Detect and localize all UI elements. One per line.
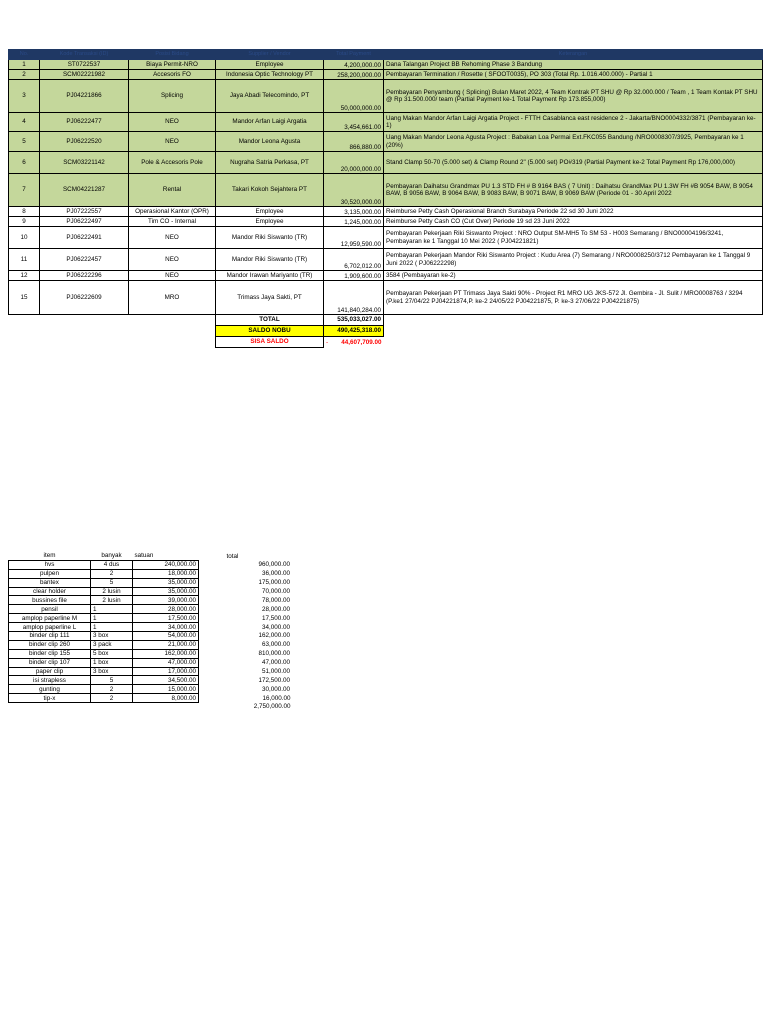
sisa-saldo-label: SISA SALDO xyxy=(216,337,324,348)
row-amount: 258,200,000.00 xyxy=(324,70,384,80)
item-name: binder clip 111 xyxy=(9,632,91,641)
row-no: 6 xyxy=(9,152,40,174)
row-description: Pembayaran Pekerjaan Mandor Riki Siswanto Project : Kudu Area (7) Semarang / NRO0008250/3712 Pembayaran ke 1 Tanggal 9 Juni 2022 ( PJ06222298) xyxy=(384,249,763,271)
row-vendor: Mandor Riki Siswanto (TR) xyxy=(216,249,324,271)
row-vendor: Takari Kokoh Sejahtera PT xyxy=(216,174,324,207)
item-qty: 4 dus xyxy=(91,560,133,569)
row-code: SCM03221142 xyxy=(40,152,129,174)
sisa-saldo-row xyxy=(9,337,763,348)
row-no: 4 xyxy=(9,113,40,132)
list-item xyxy=(9,632,299,641)
row-category: Tim CO - Internal xyxy=(129,217,216,227)
row-vendor: Employee xyxy=(216,217,324,227)
item-name: gunting xyxy=(9,685,91,694)
item-name: tip-x xyxy=(9,694,91,703)
item-name: amplop paperline M xyxy=(9,614,91,623)
item-total: 175,000.00 xyxy=(258,579,290,587)
row-description: 3584 (Pembayaran ke-2) xyxy=(384,271,763,281)
row-category: NEO xyxy=(129,227,216,249)
item-total: 172,500.00 xyxy=(258,676,290,684)
item-unit-price: 18,000.00 xyxy=(133,569,199,578)
row-vendor: Employee xyxy=(216,207,324,217)
row-code: PJ06222497 xyxy=(40,217,129,227)
list-item xyxy=(9,676,299,685)
row-description: Pembayaran Pekerjaan PT Trimass Jaya Sakti 90% - Project R1 MRO UG JKS-572 Jl. Gembira - Jl. Sulit / MRO0008763 / 3294 (P.ke1 27/04/22 PJ04221874,P. ke-2 24/05/22 PJ04221875, P. ke-3 27/06/22 PJ04221875) xyxy=(384,281,763,315)
row-vendor: Employee xyxy=(216,60,324,70)
saldo-row xyxy=(9,326,763,337)
item-qty: 5 box xyxy=(91,649,133,658)
table-row xyxy=(9,217,763,227)
item-name: binder clip 260 xyxy=(9,640,91,649)
row-description: Reimburse Petty Cash CO (Cut Over) Periode 19 sd 23 Juni 2022 xyxy=(384,217,763,227)
row-code: PJ06222296 xyxy=(40,271,129,281)
item-unit-price: 28,000.00 xyxy=(133,605,199,614)
table-row xyxy=(9,132,763,152)
row-vendor: Mandor Irawan Mariyanto (TR) xyxy=(216,271,324,281)
table-row xyxy=(9,152,763,174)
item-name: pulpen xyxy=(9,569,91,578)
row-category: Splicing xyxy=(129,80,216,113)
item-qty: 3 box xyxy=(91,632,133,641)
row-code: PJ06222609 xyxy=(40,281,129,315)
item-name: binder clip 155 xyxy=(9,649,91,658)
row-no: 11 xyxy=(9,249,40,271)
item-total: 34,000.00 xyxy=(261,623,290,631)
row-vendor: Trimass Jaya Sakti, PT xyxy=(216,281,324,315)
item-total: 162,000.00 xyxy=(258,632,290,640)
list-item xyxy=(9,569,299,578)
payment-table xyxy=(8,49,763,348)
row-vendor: Jaya Abadi Telecomindo, PT xyxy=(216,80,324,113)
row-code: SCM02221982 xyxy=(40,70,129,80)
row-description: Stand Clamp 50-70 (5.000 set) & Clamp Round 2" (5.000 set) PO#319 (Partial Payment ke-2 Total Payment Rp 176,000,000) xyxy=(384,152,763,174)
item-name: paper clip xyxy=(9,667,91,676)
row-code: PJ06222520 xyxy=(40,132,129,152)
row-category: Rental xyxy=(129,174,216,207)
header-total: total xyxy=(226,552,239,560)
list-item xyxy=(9,578,299,587)
item-unit-price: 162,000.00 xyxy=(133,649,199,658)
table-row xyxy=(9,249,763,271)
item-total: 28,000.00 xyxy=(261,605,290,613)
row-amount: 1,245,000.00 xyxy=(324,217,384,227)
item-qty: 3 pack xyxy=(91,640,133,649)
row-amount: 50,000,000.00 xyxy=(324,80,384,113)
item-name: bantex xyxy=(9,578,91,587)
row-category: Biaya Permit-NRO xyxy=(129,60,216,70)
list-item xyxy=(9,667,299,676)
row-amount: 141,840,284.00 xyxy=(324,281,384,315)
row-description: Uang Makan Mandor Leona Agusta Project : Babakan Loa Permai Ext.FKC055 Bandung /NRO0008307/3925, Pembayaran ke 1 (20%) xyxy=(384,132,763,152)
row-description: Pembayaran Termination / Rosette ( SFOOT0035), PO 303 (Total Rp. 1.016.400.000) - Partial 1 xyxy=(384,70,763,80)
row-no: 10 xyxy=(9,227,40,249)
total-row xyxy=(9,315,763,326)
item-name: isi strapless xyxy=(9,676,91,685)
row-description: Pembayaran Penyambung ( Splicing) Bulan Maret 2022, 4 Team Kontrak PT SHU @ Rp 32.000.000 / Team , 1 Team Kontak PT SHU @ Rp 31.500.000/ team (Partial Payment ke-1 Total Payment Rp 173.855,000) xyxy=(384,80,763,113)
row-no: 9 xyxy=(9,217,40,227)
total-label: TOTAL xyxy=(216,315,324,326)
table-row xyxy=(9,207,763,217)
item-total: 17,500.00 xyxy=(261,614,290,622)
row-category: NEO xyxy=(129,132,216,152)
item-unit-price: 17,000.00 xyxy=(133,667,199,676)
item-unit-price: 47,000.00 xyxy=(133,658,199,667)
list-item xyxy=(9,560,299,569)
list-item xyxy=(9,614,299,623)
table-row xyxy=(9,227,763,249)
row-no: 15 xyxy=(9,281,40,315)
row-category: Operasional Kantor (OPR) xyxy=(129,207,216,217)
table-row xyxy=(9,271,763,281)
row-vendor: Mandor Leona Agusta xyxy=(216,132,324,152)
item-qty: 2 xyxy=(91,694,133,703)
row-vendor: Mandor Riki Siswanto (TR) xyxy=(216,227,324,249)
header-description: Keterangan xyxy=(384,50,763,60)
item-unit-price: 17,500.00 xyxy=(133,614,199,623)
item-total: 51,000.00 xyxy=(261,668,290,675)
row-category: Pole & Accesoris Pole xyxy=(129,152,216,174)
table-row xyxy=(9,281,763,315)
list-item xyxy=(9,658,299,667)
row-no: 2 xyxy=(9,70,40,80)
list-item xyxy=(9,640,299,649)
row-no: 3 xyxy=(9,80,40,113)
item-name: bussines file xyxy=(9,596,91,605)
item-qty: 1 xyxy=(91,623,133,632)
sisa-saldo-amount: 44,607,709.00 xyxy=(341,338,382,346)
stationery-table xyxy=(8,552,299,711)
table-row xyxy=(9,113,763,132)
item-unit-price: 35,000.00 xyxy=(133,578,199,587)
row-vendor: Nugraha Satria Perkasa, PT xyxy=(216,152,324,174)
item-unit-price: 240,000.00 xyxy=(133,560,199,569)
row-amount: 6,702,012.00 xyxy=(324,249,384,271)
row-code: PJ06222491 xyxy=(40,227,129,249)
item-total: 960,000.00 xyxy=(258,561,290,569)
header-item: item xyxy=(43,552,56,560)
grand-total-row xyxy=(9,703,299,711)
sisa-saldo-sign: - xyxy=(326,338,329,346)
header-no: No. xyxy=(9,50,40,60)
item-total: 36,000.00 xyxy=(261,570,290,578)
grand-total: 2,750,000.00 xyxy=(253,703,291,711)
stationery-header xyxy=(9,552,299,560)
item-unit-price: 34,000.00 xyxy=(133,623,199,632)
table-row xyxy=(9,80,763,113)
row-code: PJ06222477 xyxy=(40,113,129,132)
row-category: MRO xyxy=(129,281,216,315)
item-unit-price: 15,000.00 xyxy=(133,685,199,694)
item-unit-price: 35,000.00 xyxy=(133,587,199,596)
row-amount: 3,135,000.00 xyxy=(324,207,384,217)
item-total: 16,000.00 xyxy=(262,694,291,702)
row-vendor: Mandor Arfan Laigi Argatia xyxy=(216,113,324,132)
header-vendor: Supplier / Vendor xyxy=(216,50,324,60)
item-unit-price: 34,500.00 xyxy=(133,676,199,685)
item-total: 47,000.00 xyxy=(261,659,290,667)
item-qty: 1 xyxy=(91,605,133,614)
header-amount: Total Payment xyxy=(324,50,384,60)
table-row xyxy=(9,60,763,70)
item-name: amplop paperline L xyxy=(9,623,91,632)
row-description: Uang Makan Mandor Arfan Laigi Argatia Project - FTTH Casablanca east residence 2 - Jakarta/BNO0004332/3871 (Pembayaran ke-1) xyxy=(384,113,763,132)
row-amount: 4,200,000.00 xyxy=(324,60,384,70)
item-total: 70,000.00 xyxy=(261,587,290,595)
item-name: pensil xyxy=(9,605,91,614)
saldo-value: 490,425,318.00 xyxy=(324,326,384,337)
header-unit-price: satuan xyxy=(134,552,154,560)
row-description: Reimburse Petty Cash Operasional Branch Surabaya Periode 22 sd 30 Juni 2022 xyxy=(384,207,763,217)
row-category: NEO xyxy=(129,249,216,271)
item-qty: 5 xyxy=(91,676,133,685)
row-category: NEO xyxy=(129,271,216,281)
row-no: 1 xyxy=(9,60,40,70)
header-code: Kode Transaksi (ID) xyxy=(40,50,129,60)
row-vendor: Indonesia Optic Technology PT xyxy=(216,70,324,80)
item-name: clear holder xyxy=(9,587,91,596)
row-no: 8 xyxy=(9,207,40,217)
row-description: Pembayaran Pekerjaan Riki Siswanto Project : NRO Output SM-MH5 To SM 53 - H003 Semarang / BNO00004196/3241, Pembayaran ke 1 Tanggal 10 Mei 2022 ( PJ04221821) xyxy=(384,227,763,249)
row-no: 5 xyxy=(9,132,40,152)
item-qty: 5 xyxy=(91,578,133,587)
row-description: Pembayaran Daihatsu Grandmax PU 1.3 STD FH # B 9164 BAS ( 7 Unit) : Daihatsu GrandMax PU 1.3W FH #B 9054 BAW, B 9054 BAW, B 9056 BAW, B 9064 BAW, B 9083 BAW, B 9071 BAW, B 9069 BAW (Periode 01 - 30 April 2022 xyxy=(384,174,763,207)
row-amount: 866,880.00 xyxy=(324,132,384,152)
row-code: SCM04221287 xyxy=(40,174,129,207)
item-name: hvs xyxy=(9,560,91,569)
row-code: PJ06222457 xyxy=(40,249,129,271)
table-row xyxy=(9,70,763,80)
row-category: NEO xyxy=(129,113,216,132)
item-qty: 2 xyxy=(91,569,133,578)
item-total: 63,000.00 xyxy=(261,641,290,649)
list-item xyxy=(9,587,299,596)
row-code: ST0722537 xyxy=(40,60,129,70)
header-qty: banyak xyxy=(101,552,122,560)
saldo-label: SALDO NOBU xyxy=(216,326,324,337)
row-category: Accesoris FO xyxy=(129,70,216,80)
item-qty: 1 box xyxy=(91,658,133,667)
item-unit-price: 54,000.00 xyxy=(133,632,199,641)
row-no: 12 xyxy=(9,271,40,281)
row-amount: 1,909,600.00 xyxy=(324,271,384,281)
sisa-saldo-value xyxy=(324,337,384,348)
item-qty: 3 box xyxy=(91,667,133,676)
item-total: 30,000.00 xyxy=(261,685,290,693)
item-name: binder clip 107 xyxy=(9,658,91,667)
total-value: 535,033,027.00 xyxy=(324,315,384,326)
row-description: Dana Talangan Project BB Rehoming Phase 3 Bandung xyxy=(384,60,763,70)
row-code: PJ07222557 xyxy=(40,207,129,217)
row-amount: 20,000,000.00 xyxy=(324,152,384,174)
list-item xyxy=(9,694,299,703)
table-row xyxy=(9,174,763,207)
item-total: 810,000.00 xyxy=(258,650,290,658)
item-qty: 2 lusin xyxy=(91,596,133,605)
item-qty: 2 lusin xyxy=(91,587,133,596)
item-unit-price: 39,000.00 xyxy=(133,596,199,605)
item-qty: 1 xyxy=(91,614,133,623)
row-amount: 3,454,661.00 xyxy=(324,113,384,132)
header-category: Posisi Bidang xyxy=(129,50,216,60)
list-item xyxy=(9,685,299,694)
item-unit-price: 8,000.00 xyxy=(133,694,199,703)
payment-table-header xyxy=(9,50,763,60)
list-item xyxy=(9,649,299,658)
item-total: 78,000.00 xyxy=(261,596,290,604)
list-item xyxy=(9,596,299,605)
list-item xyxy=(9,605,299,614)
row-amount: 12,959,590.00 xyxy=(324,227,384,249)
row-code: PJ04221866 xyxy=(40,80,129,113)
row-no: 7 xyxy=(9,174,40,207)
item-qty: 2 xyxy=(91,685,133,694)
list-item xyxy=(9,623,299,632)
row-amount: 30,520,000.00 xyxy=(324,174,384,207)
item-unit-price: 21,000.00 xyxy=(133,640,199,649)
